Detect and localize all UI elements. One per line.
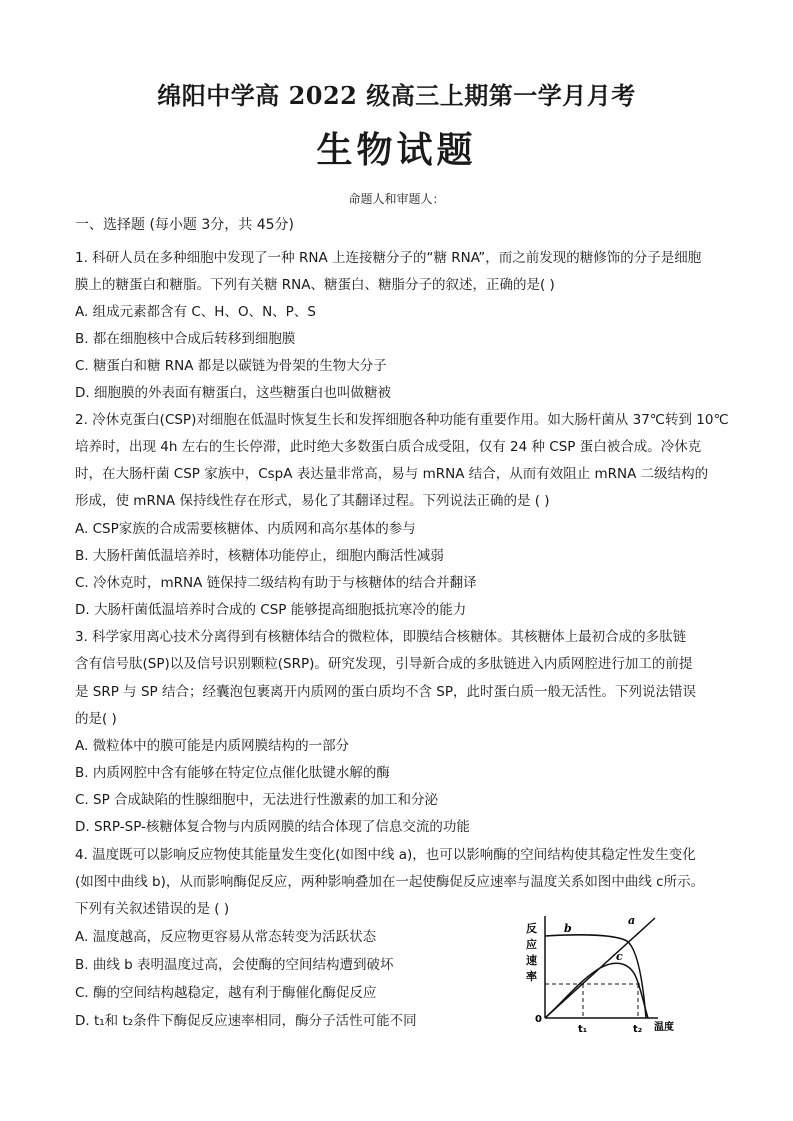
- q3-stem-line-4: 的是( ): [75, 711, 117, 727]
- q4-stem-line-2: (如图中曲线 b)，从而影响酶促反应，两种影响叠加在一起使酶促反应速率与温度关系如图中曲线 c所示。: [75, 874, 705, 890]
- q1-option-d: D. 细胞膜的外表面有糖蛋白，这些糖蛋白也叫做糖被: [75, 385, 391, 401]
- q2-stem-line-2: 培养时，出现 4h 左右的生长停滞，此时绝大多数蛋白质合成受阻，仅有 24 种 CSP 蛋白被合成。冷休克: [75, 439, 702, 455]
- q2-option-b: B. 大肠杆菌低温培养时，核糖体功能停止，细胞内酶活性减弱: [75, 548, 444, 564]
- q1-option-a: A. 组成元素都含有 C、H、O、N、P、S: [75, 304, 316, 320]
- section-heading: 一、选择题 (每小题 3分，共 45分): [75, 217, 294, 233]
- q2-stem-line-4: 形成，使 mRNA 保持线性存在形式，易化了其翻译过程。下列说法正确的是 ( ): [75, 493, 550, 509]
- q2-stem-line-1: 2. 冷休克蛋白(CSP)对细胞在低温时恢复生长和发挥细胞各种功能有重要作用。如大肠杆菌从 37℃转到 10℃: [75, 412, 729, 428]
- q2-option-c: C. 冷休克时，mRNA 链保持二级结构有助于与核糖体的结合并翻译: [75, 575, 477, 591]
- q1-option-c: C. 糖蛋白和糖 RNA 都是以碳链为骨架的生物大分子: [75, 358, 387, 374]
- q4-stem-line-3: 下列有关叙述错误的是 ( ): [75, 901, 230, 917]
- q2-stem-line-3: 时，在大肠杆菌 CSP 家族中，CspA 表达量非常高，易与 mRNA 结合，从而有效阻止 mRNA 二级结构的: [75, 466, 709, 482]
- q1-stem-line-2: 膜上的糖蛋白和糖脂。下列有关糖 RNA、糖蛋白、糖脂分子的叙述，正确的是( ): [75, 277, 555, 293]
- curve-b: [545, 935, 646, 1018]
- q1-stem-line-1: 1. 科研人员在多种细胞中发现了一种 RNA 上连接糖分子的“糖 RNA”，而之前发现的糖修饰的分子是细胞: [75, 250, 702, 266]
- q3-option-c: C. SP 合成缺陷的性腺细胞中，无法进行性激素的加工和分泌: [75, 792, 439, 808]
- q3-option-a: A. 微粒体中的膜可能是内质网膜结构的一部分: [75, 738, 350, 754]
- authors-line: 命题人和审题人：: [348, 192, 445, 206]
- q3-option-b: B. 内质网腔中含有能够在特定位点催化肽键水解的酶: [75, 765, 390, 781]
- ylabel-char-2: 应: [526, 938, 537, 951]
- t1-label: t₁: [578, 1024, 588, 1035]
- ylabel-char-4: 率: [526, 970, 537, 983]
- q1-option-b: B. 都在细胞核中合成后转移到细胞膜: [75, 331, 296, 347]
- q4-option-b: B. 曲线 b 表明温度过高，会使酶的空间结构遭到破坏: [75, 957, 394, 973]
- xlabel: 温度: [654, 1022, 674, 1033]
- subject-title: 生物试题: [316, 129, 477, 171]
- ylabel-char-3: 速: [526, 954, 537, 967]
- exam-title: 绵阳中学高 2022 级高三上期第一学月月考: [157, 81, 636, 110]
- curve-b-label: b: [564, 922, 572, 935]
- t2-label: t₂: [633, 1024, 643, 1035]
- curve-c-label: c: [616, 950, 623, 963]
- q4-option-c: C. 酶的空间结构越稳定，越有利于酶催化酶促反应: [75, 985, 377, 1001]
- curve-a-label: a: [628, 914, 636, 927]
- figure-svg: [520, 910, 695, 1035]
- origin-label: 0: [535, 1014, 542, 1025]
- q2-option-d: D. 大肠杆菌低温培养时合成的 CSP 能够提高细胞抵抗寒冷的能力: [75, 602, 467, 618]
- ylabel-char-1: 反: [526, 922, 537, 935]
- q3-stem-line-3: 是 SRP 与 SP 结合；经囊泡包裹离开内质网的蛋白质均不含 SP，此时蛋白质一般无活性。下列说法错误: [75, 684, 696, 700]
- q4-stem-line-1: 4. 温度既可以影响反应物使其能量发生变化(如图中线 a)，也可以影响酶的空间结构使其稳定性发生变化: [75, 847, 696, 863]
- q3-stem-line-1: 3. 科学家用离心技术分离得到有核糖体结合的微粒体，即膜结合核糖体。其核糖体上最初合成的多肽链: [75, 629, 687, 645]
- q4-option-d: D. t₁和 t₂条件下酶促反应速率相同，酶分子活性可能不同: [75, 1013, 417, 1029]
- rate-temperature-figure: [520, 910, 695, 1035]
- q2-option-a: A. CSP家族的合成需要核糖体、内质网和高尔基体的参与: [75, 521, 416, 537]
- q3-stem-line-2: 含有信号肽(SP)以及信号识别颗粒(SRP)。研究发现，引导新合成的多肽链进入内质网腔进行加工的前提: [75, 656, 693, 672]
- q4-option-a: A. 温度越高，反应物更容易从常态转变为活跃状态: [75, 929, 377, 945]
- q3-option-d: D. SRP-SP-核糖体复合物与内质网膜的结合体现了信息交流的功能: [75, 819, 470, 835]
